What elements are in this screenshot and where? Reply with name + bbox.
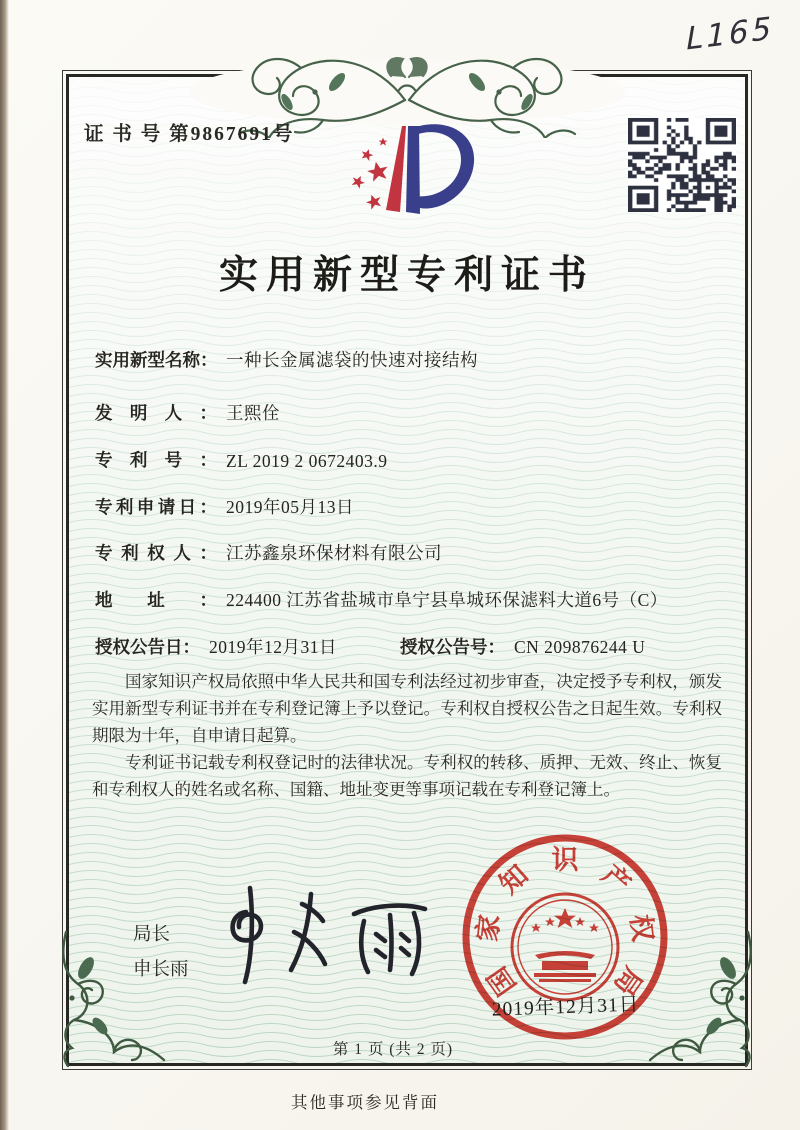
field-row-address [95, 587, 720, 612]
field-value: CN 209876244 U [514, 637, 646, 657]
field-value: 一种长金属滤袋的快速对接结构 [226, 350, 478, 370]
svg-text:国: 国 [481, 961, 522, 1001]
field-label: 专利权人： [95, 543, 217, 563]
field-value: 2019年12月31日 [209, 637, 337, 657]
field-label: 实用新型名称： [95, 350, 218, 370]
legal-paragraph-1: 国家知识产权局依照中华人民共和国专利法经过初步审查，决定授予专利权，颁发实用新型专利证书并在专利登记簿上予以登记。专利权自授权公告之日起生效。专利权期限为十年，自申请日起算。 [92, 672, 722, 745]
field-value: 江苏鑫泉环保材料有限公司 [226, 543, 442, 563]
reverse-side-note: 其他事项参见背面 [291, 1093, 439, 1112]
field-label: 发明人： [95, 403, 217, 423]
svg-text:知: 知 [493, 859, 534, 900]
qr-code [628, 118, 736, 212]
field-row-patentee [95, 540, 720, 565]
logo-stars [350, 138, 390, 211]
director-name: 申长雨 [133, 960, 189, 980]
director-signature [208, 882, 443, 990]
svg-text:产: 产 [596, 859, 637, 900]
grant-number-pair [400, 634, 645, 659]
field-label: 授权公告日： [95, 637, 200, 657]
national-emblem-icon [512, 894, 618, 1000]
handwritten-annotation: L165 [686, 10, 775, 58]
svg-text:局: 局 [608, 961, 649, 1001]
field-value: 2019年05月13日 [226, 497, 354, 517]
svg-text:家: 家 [472, 912, 505, 944]
svg-text:权: 权 [625, 912, 658, 944]
grant-date-pair [95, 637, 337, 657]
field-row-filing-date [95, 494, 720, 519]
field-label: 专利号： [95, 450, 217, 470]
certificate-title: 实用新型专利证书 [218, 254, 595, 297]
seal-date: 2019年12月31日 [491, 994, 640, 1021]
director-title: 局长 [133, 925, 171, 945]
field-value: 224400 江苏省盐城市阜宁县阜城环保滤料大道6号（C） [226, 590, 668, 610]
field-value: ZL 2019 2 0672403.9 [226, 451, 388, 471]
field-row-patent-number [95, 447, 720, 472]
scan-edge-shadow [0, 0, 9, 1130]
cnipa-patent-logo-icon [336, 110, 484, 230]
page-number: 第 1 页 (共 2 页) [332, 1041, 454, 1058]
legal-text-block [92, 668, 722, 803]
director-block [133, 918, 189, 988]
field-row-grant [95, 634, 720, 659]
legal-paragraph-2: 专利证书记载专利权登记时的法律状况。专利权的转移、质押、无效、终止、恢复和专利权人的姓名或名称、国籍、地址变更等事项记载在专利登记簿上。 [92, 753, 722, 799]
field-label: 地址： [95, 590, 217, 610]
certificate-number: 证 书 号 第9867691号 [84, 124, 295, 145]
field-row-utility-name [95, 347, 720, 372]
field-row-inventor [95, 400, 720, 425]
field-value: 王熙佺 [226, 403, 280, 423]
field-label: 授权公告号： [400, 637, 505, 657]
field-label: 专利申请日： [95, 497, 217, 517]
svg-text:识: 识 [551, 845, 579, 875]
